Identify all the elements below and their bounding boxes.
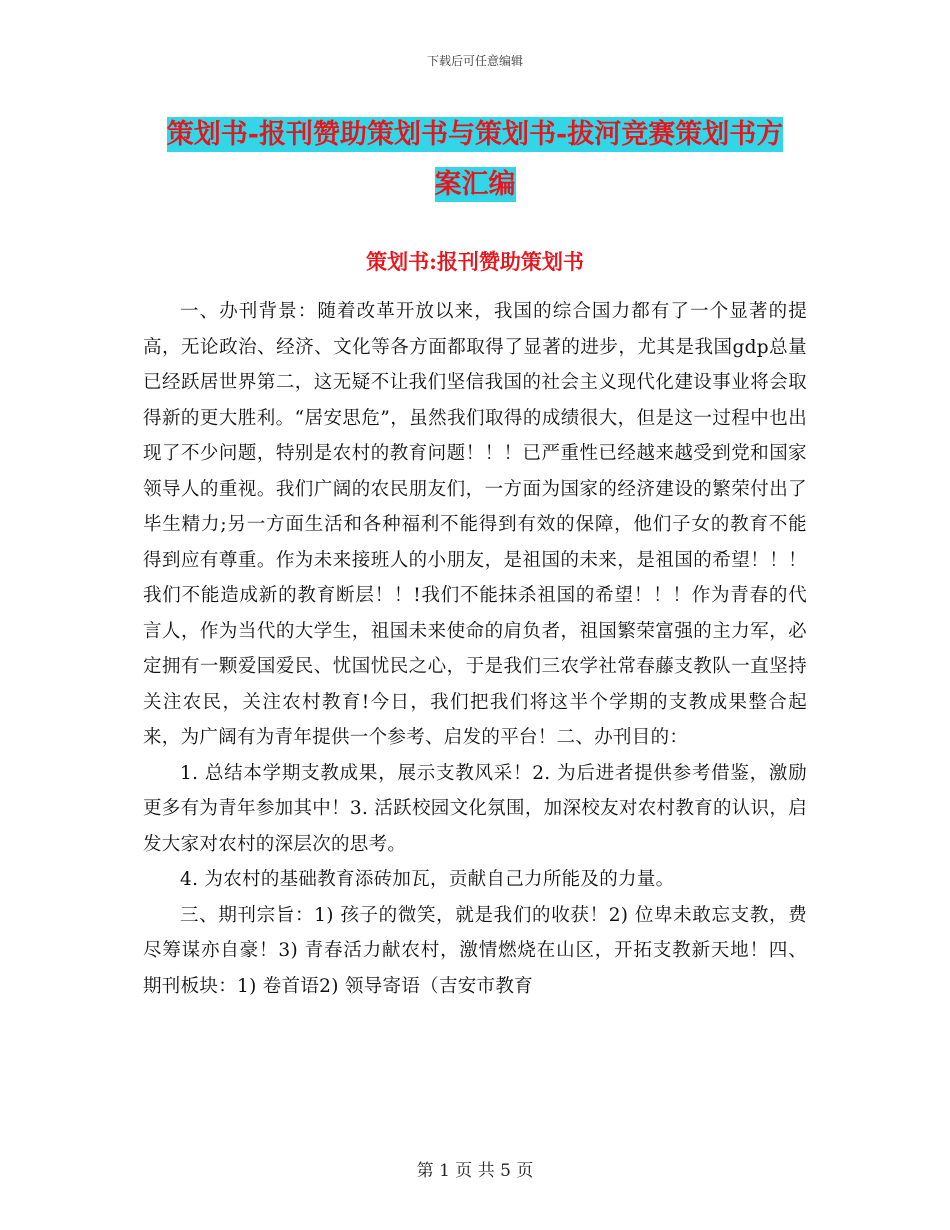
paragraph-background: 一、办刊背景：随着改革开放以来，我国的综合国力都有了一个显著的提高，无论政治、经济、文化等各方面都取得了显著的进步，尤其是我国gdp总量已经跃居世界第二，这无疑不让我们坚信我国的社会主义现代化建设事业将会取得新的更大胜利。“居安思危”，虽然我们取得的成绩很大，但是这一过程中也出现了不少问题，特别是农村的教育问题！！！已严重性已经越来越受到党和国家领导人的重视。我们广阔的农民朋友们，一方面为国家的经济建设的繁荣付出了毕生精力;另一方面生活和各种福利不能得到有效的保障，他们子女的教育不能得到应有尊重。作为未来接班人的小朋友，是祖国的未来，是祖国的希望！！！我们不能造成新的教育断层！！!我们不能抹杀祖国的希望！！！作为青春的代言人，作为当代的大学生，祖国未来使命的肩负者，祖国繁荣富强的主力军，必定拥有一颗爱国爱民、忧国忧民之心，于是我们三农学社常春藤支教队一直坚持关注农民，关注农村教育!今日，我们把我们将这半个学期的支教成果整合起来，为广阔有为青年提供一个参考、启发的平台！二、办刊目的： — [143, 301, 807, 748]
document-title — [150, 110, 800, 210]
section-title: 策划书:报刊赞助策划书 — [366, 249, 584, 274]
body-text — [143, 294, 807, 1004]
document-title-line-1: 策划书-报刊赞助策划书与策划书-拔河竞赛策划书方 — [166, 119, 784, 150]
document-title-line-2: 案汇编 — [434, 169, 516, 200]
paragraph-tenets: 三、期刊宗旨：1) 孩子的微笑，就是我们的收获！2) 位卑未敢忘支教，费尽筹谋亦自豪！3) 青春活力献农村，激情燃烧在山区，开拓支教新天地！四、 期刊板块：1) 卷首语2) 领导寄语（吉安市教育 — [143, 904, 807, 997]
page-header-note: 下载后可任意编辑 — [426, 54, 523, 68]
page-number: 第 1 页 共 5 页 — [416, 1161, 534, 1181]
paragraph-goal-4: 4. 为农村的基础教育添砖加瓦，贡献自己力所能及的力量。 — [180, 869, 675, 890]
paragraph-goals-1-3: 1. 总结本学期支教成果，展示支教风采！2. 为后进者提供参考借鉴，激励更多有为青年参加其中！3. 活跃校园文化氛围，加深校友对农村教育的认识，启发大家对农村的深层次的思考。 — [143, 762, 807, 855]
